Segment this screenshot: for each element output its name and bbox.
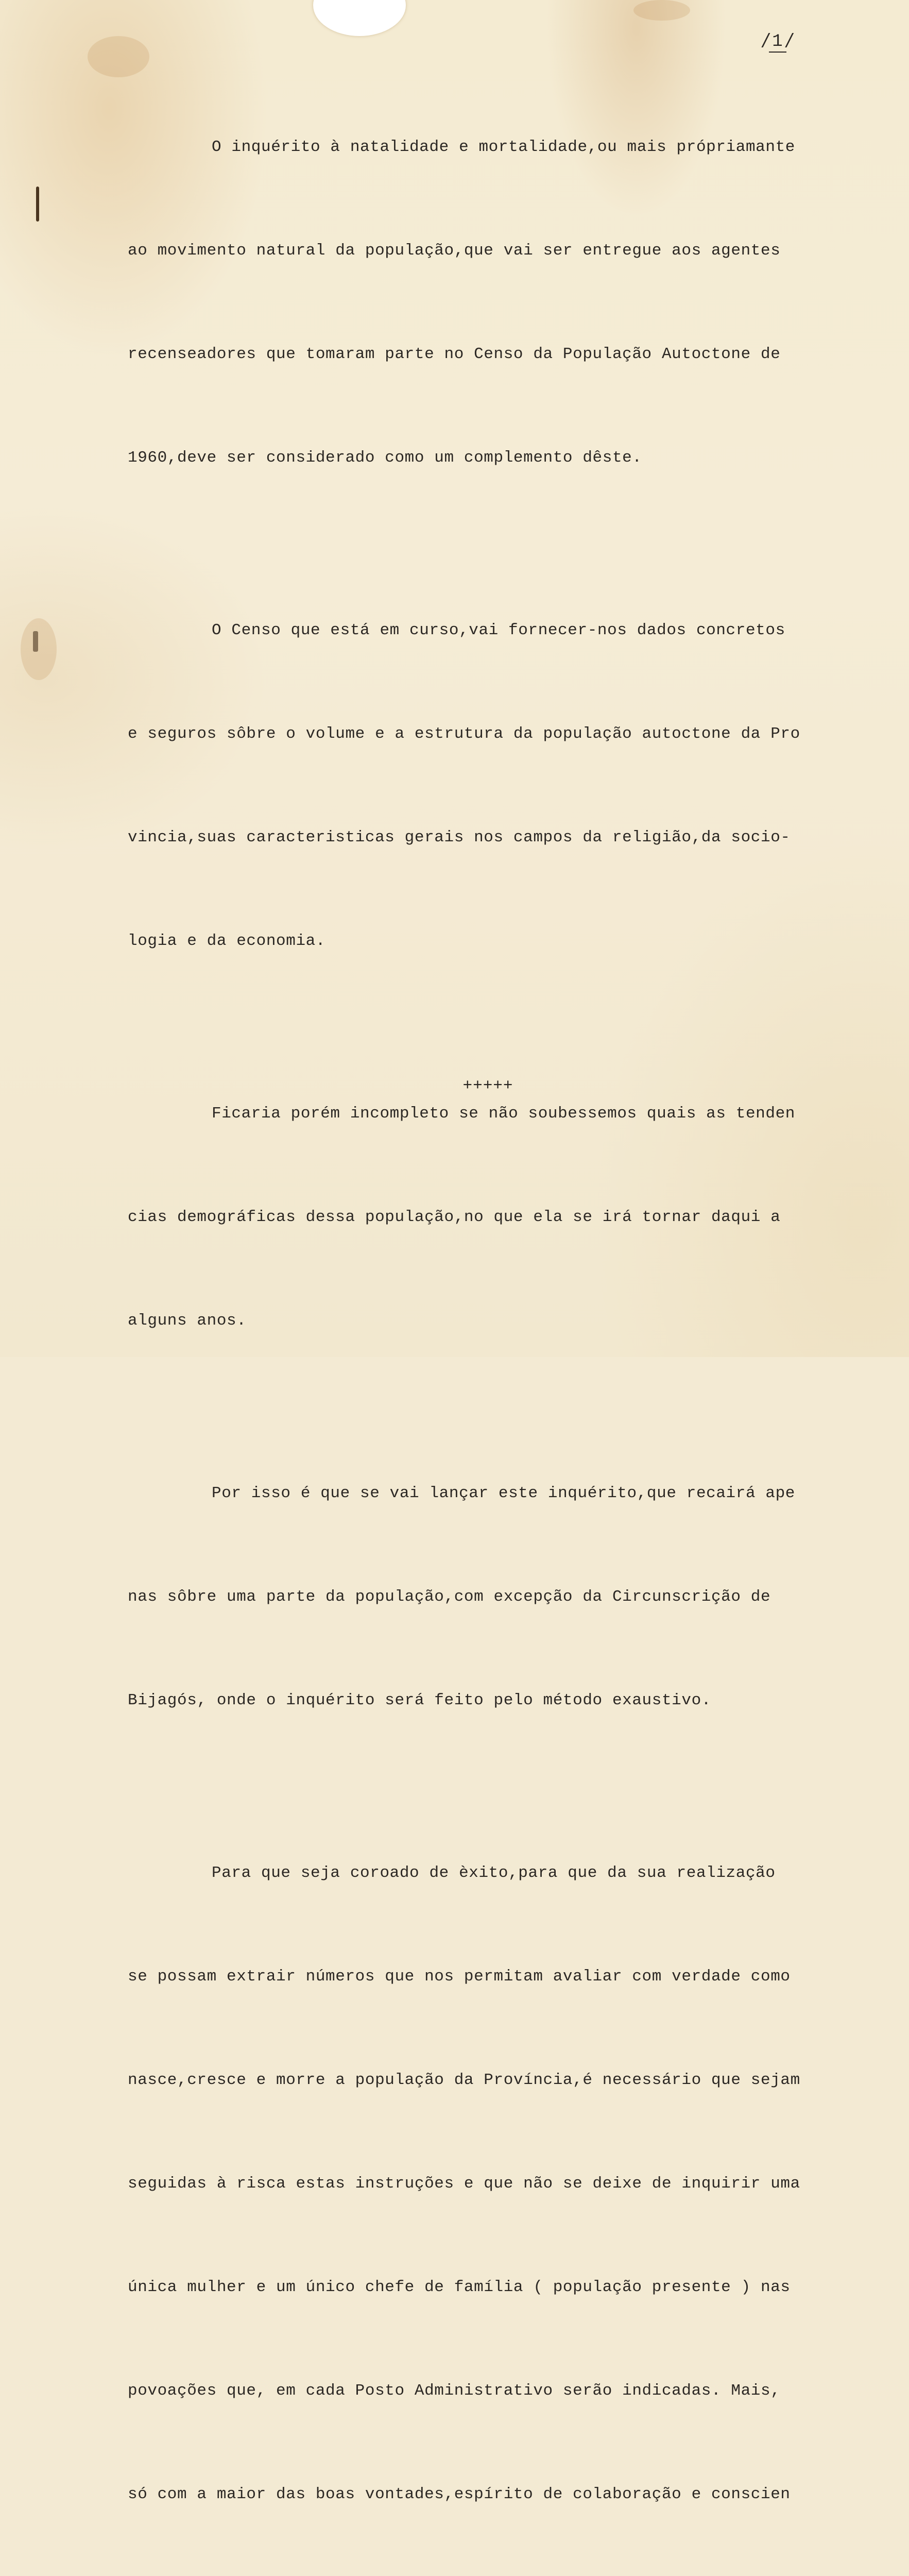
text-line: cias demográficas dessa população,no que ela se irá tornar daqui a [128, 1208, 781, 1226]
text-line: O Censo que está em curso,vai fornecer-nos dados concretos [212, 621, 785, 639]
text-line: só com a maior das boas vontades,espírito de colaboração e conscien [128, 2485, 791, 2503]
text-line: nas sôbre uma parte da população,com excepção da Circunscrição de [128, 1588, 771, 1606]
paragraph [128, 61, 849, 544]
text-line: e seguros sôbre o volume e a estrutura da população autoctone da Pro [128, 725, 800, 743]
text-line: alguns anos. [128, 1312, 247, 1330]
text-line: se possam extrair números que nos permitam avaliar com verdade como [128, 1968, 791, 1986]
ending-mark: +++++ [462, 1077, 513, 1095]
text-line: única mulher e um único chefe de família ( população presente ) nas [128, 2278, 791, 2296]
text-line: Para que seja coroado de èxito,para que da sua realização [212, 1864, 776, 1882]
paper-stain [21, 618, 57, 680]
text-line: Ficaria porém incompleto se não soubessemos quais as tenden [212, 1105, 795, 1123]
margin-mark [36, 187, 39, 222]
text-line: seguidas à risca estas instruções e que não se deixe de inquirir uma [128, 2175, 800, 2193]
paper-hole [313, 0, 406, 36]
page-number: / 1 / [762, 30, 793, 52]
text-line: 1960,deve ser considerado como um complemento dêste. [128, 449, 642, 467]
paragraph [128, 1407, 849, 1787]
margin-mark [33, 631, 38, 652]
text-line: logia e da economia. [128, 932, 326, 950]
text-line: Bijagós, onde o inquérito será feito pelo método exaustivo. [128, 1691, 711, 1709]
text-line: ao movimento natural da população,que vai ser entregue aos agentes [128, 242, 781, 260]
text-line: povoações que, em cada Posto Administrativo serão indicadas. Mais, [128, 2382, 781, 2400]
text-line: vincia,suas caracteristicas gerais nos campos da religião,da socio- [128, 828, 791, 846]
text-line: Por isso é que se vai lançar este inquérito,que recairá ape [212, 1484, 795, 1502]
paragraph [128, 544, 849, 1027]
text-line: nasce,cresce e morre a população da Província,é necessário que sejam [128, 2071, 800, 2089]
text-line: O inquérito à natalidade e mortalidade,ou mais própriamante [212, 138, 795, 156]
document-body [128, 61, 849, 2576]
paper-stain [633, 0, 690, 21]
text-line: recenseadores que tomaram parte no Censo da População Autoctone de [128, 345, 781, 363]
paragraph [128, 1787, 849, 2576]
